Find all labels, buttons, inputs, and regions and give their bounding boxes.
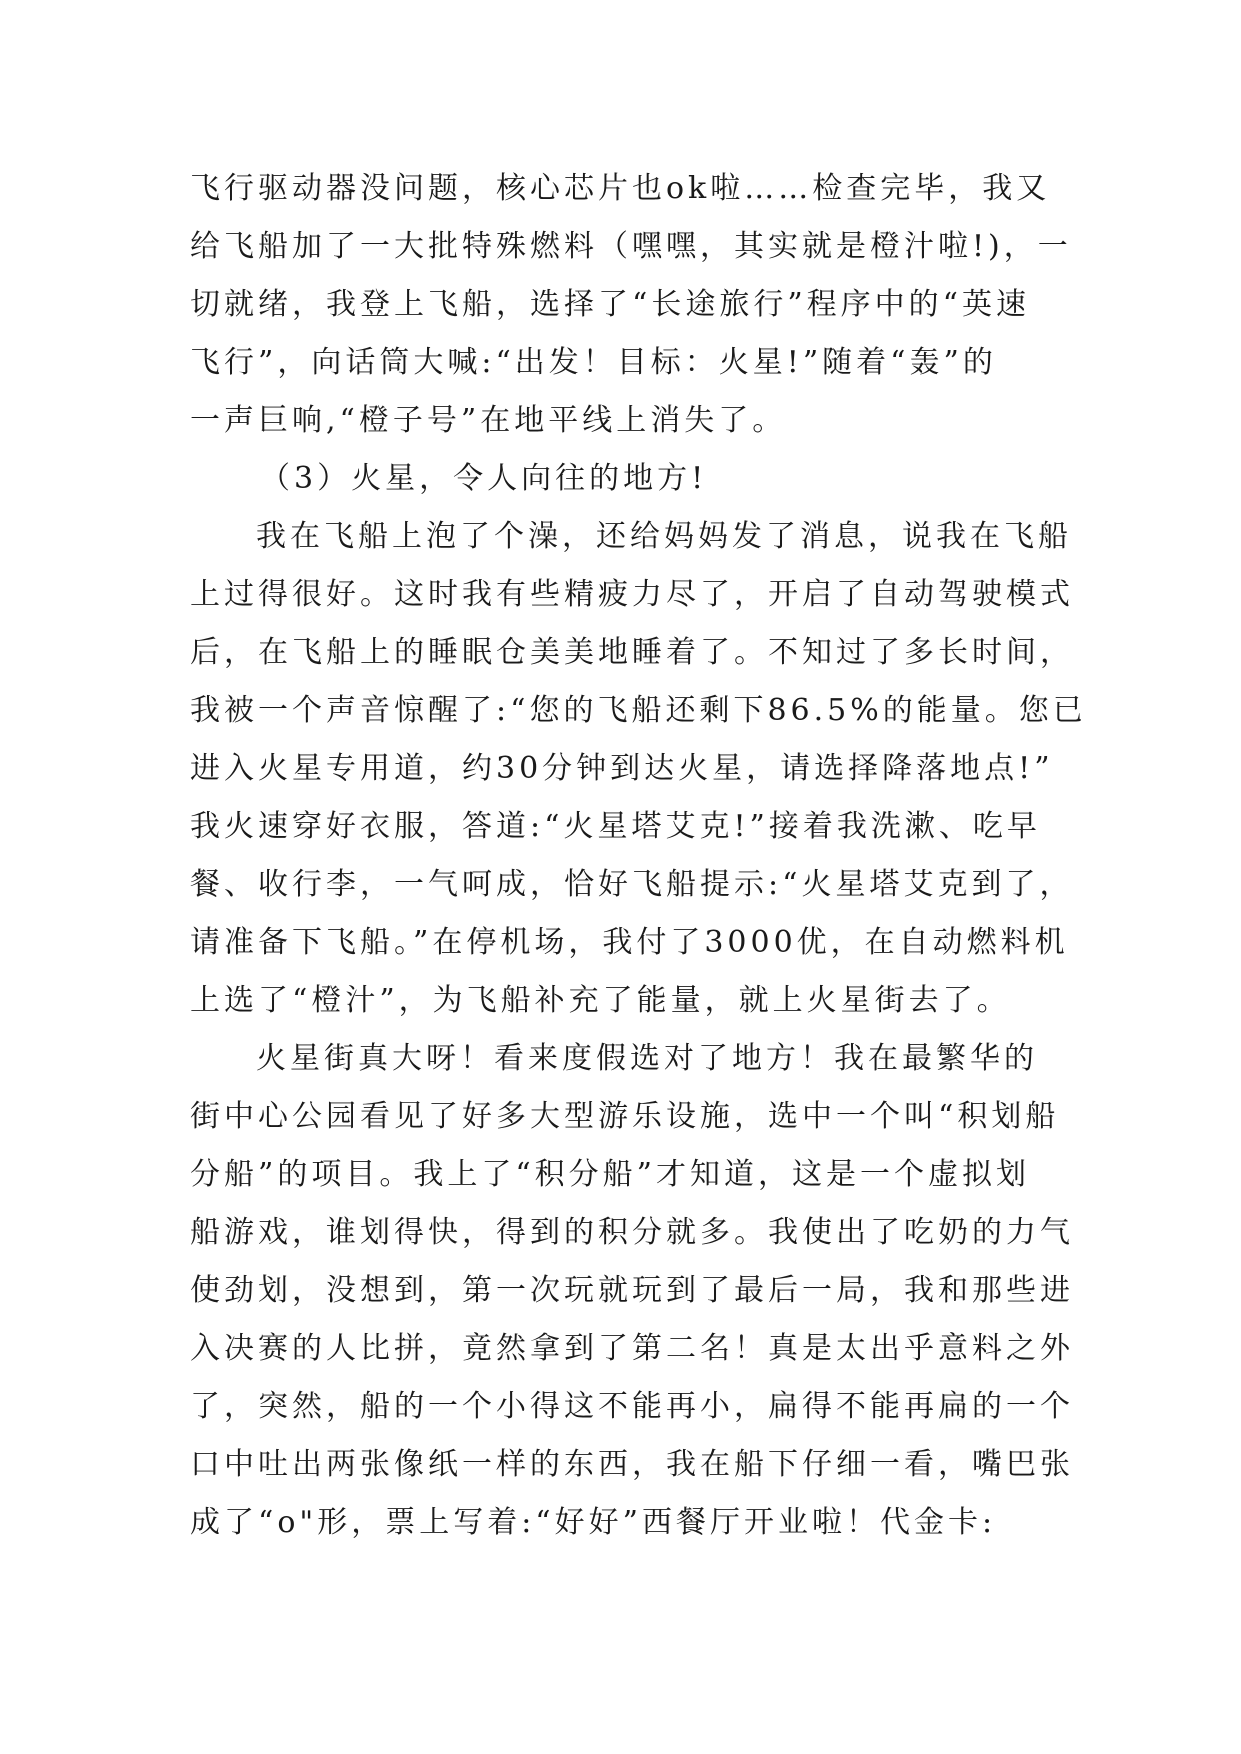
text-line: 火星街真大呀！看来度假选对了地方！我在最繁华的: [256, 1041, 1038, 1076]
paragraph-1: [190, 160, 1072, 450]
text-line: 分船”的项目。我上了“积分船”才知道，这是一个虚拟划: [190, 1157, 1031, 1192]
text-line: 我被一个声音惊醒了:“您的飞船还剩下86.5%的能量。您已: [190, 693, 1087, 728]
text-line: 口中吐出两张像纸一样的东西，我在船下仔细一看，嘴巴张: [190, 1447, 1074, 1482]
text-line: 船游戏，谁划得快，得到的积分就多。我使出了吃奶的力气: [190, 1215, 1074, 1250]
text-line: 街中心公园看见了好多大型游乐设施，选中一个叫“积划船: [190, 1099, 1060, 1134]
text-line: 后，在飞船上的睡眠仓美美地睡着了。不知过了多长时间，: [190, 635, 1074, 670]
text-line: 一声巨响,“橙子号”在地平线上消失了。: [190, 403, 787, 438]
text-line: 飞行驱动器没问题，核心芯片也ok啦……检查完毕，我又: [190, 171, 1051, 206]
text-line: 切就绪，我登上飞船，选择了“长途旅行”程序中的“英速: [190, 287, 1031, 322]
text-line: 上过得很好。这时我有些精疲力尽了，开启了自动驾驶模式: [190, 577, 1074, 612]
section-heading: [190, 450, 1050, 508]
paragraph-3: [190, 1030, 1074, 1552]
section-heading-text: （3）火星，令人向往的地方!: [260, 461, 708, 496]
text-line: 我火速穿好衣服，答道:“火星塔艾克!”接着我洗漱、吃早: [190, 809, 1041, 844]
text-line: 上选了“橙汁”，为飞船补充了能量，就上火星街去了。: [190, 983, 1011, 1018]
text-line: 请准备下飞船。”在停机场，我付了3000优，在自动燃料机: [190, 925, 1069, 960]
text-line: 餐、收行李，一气呵成，恰好飞船提示:“火星塔艾克到了，: [190, 867, 1074, 902]
body-text: [190, 160, 1087, 1552]
text-line: 了，突然，船的一个小得这不能再小，扁得不能再扁的一个: [190, 1389, 1074, 1424]
text-line: 使劲划，没想到，第一次玩就玩到了最后一局，我和那些进: [190, 1273, 1074, 1308]
text-line: 飞行”，向话筒大喊:“出发！目标：火星!”随着“轰”的: [190, 345, 997, 380]
text-line: 成了“o"形，票上写着:“好好”西餐厅开业啦！代金卡:: [190, 1505, 997, 1540]
text-line: 我在飞船上泡了个澡，还给妈妈发了消息，说我在飞船: [256, 519, 1072, 554]
paragraph-2: [190, 508, 1087, 1030]
text-line: 入决赛的人比拼，竟然拿到了第二名！真是太出乎意料之外: [190, 1331, 1074, 1366]
text-line: 进入火星专用道，约30分钟到达火星，请选择降落地点!”: [190, 751, 1054, 786]
text-line: 给飞船加了一大批特殊燃料（嘿嘿，其实就是橙汁啦!)，一: [190, 229, 1072, 264]
